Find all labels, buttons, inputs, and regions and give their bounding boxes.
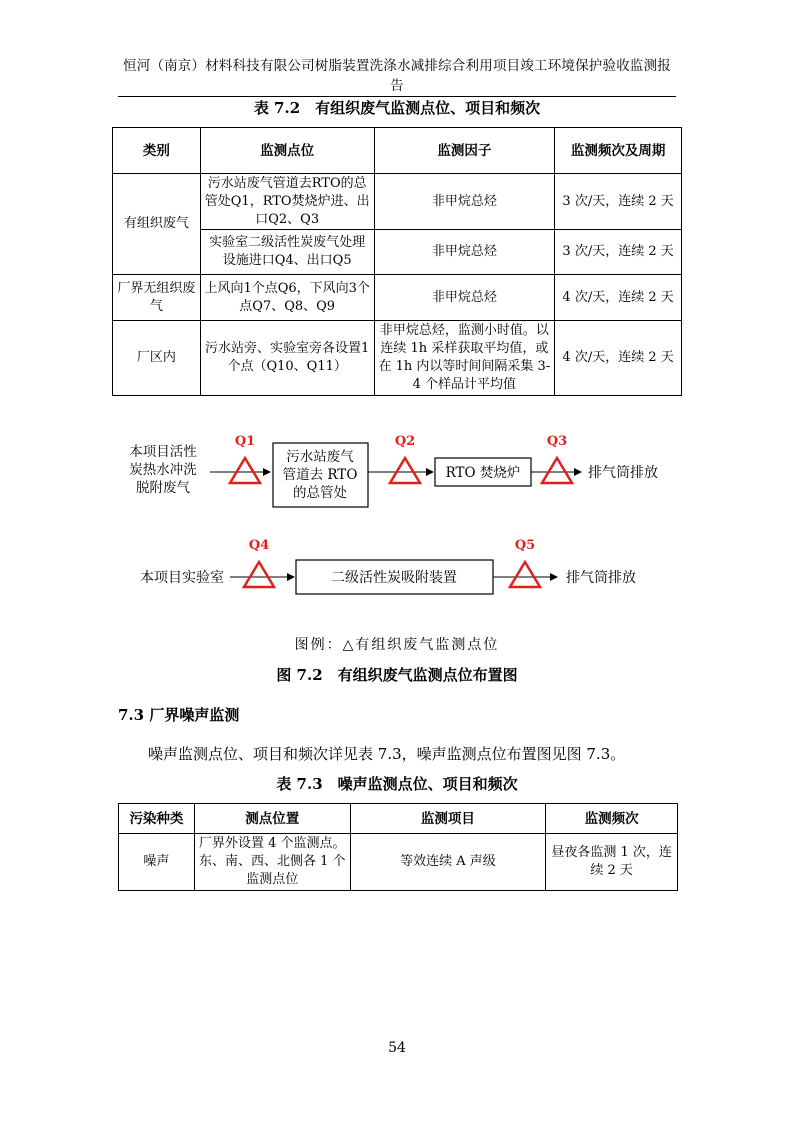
cell-point: 污水站旁、实验室旁各设置1个点（Q10、Q11） bbox=[200, 321, 374, 396]
flow1-end-label: 排气筒排放 bbox=[588, 465, 658, 481]
point-label-q3: Q3 bbox=[546, 434, 568, 449]
monitoring-point-triangle-icon bbox=[542, 458, 572, 483]
point-label-q5: Q5 bbox=[514, 538, 536, 553]
table-7-3-caption: 表 7.3 噪声监测点位、项目和频次 bbox=[276, 775, 518, 793]
cell-factor: 非甲烷总烃 bbox=[374, 275, 555, 321]
monitoring-point-triangle-icon bbox=[510, 562, 540, 587]
cell-frequency: 4 次/天，连续 2 天 bbox=[555, 275, 682, 321]
table-7-2-caption: 表 7.2 有组织废气监测点位、项目和频次 bbox=[253, 99, 541, 117]
cell-frequency: 昼夜各监测 1 次，连续 2 天 bbox=[546, 834, 678, 891]
cell-category: 厂区内 bbox=[113, 321, 201, 396]
cell-category: 厂界无组织废气 bbox=[113, 275, 201, 321]
cell-frequency: 3 次/天，连续 2 天 bbox=[555, 230, 682, 275]
flow2-end-label: 排气筒排放 bbox=[566, 570, 636, 586]
box1-line: 污水站废气 bbox=[286, 449, 354, 465]
col-header-factor: 监测因子 bbox=[374, 128, 555, 174]
cell-category: 有组织废气 bbox=[113, 174, 201, 275]
flow1-source-line: 炭热水冲洗 bbox=[129, 462, 197, 478]
cell-point: 上风向1个点Q6，下风向3个点Q7、Q8、Q9 bbox=[200, 275, 374, 321]
col-header-frequency: 监测频次及周期 bbox=[555, 128, 682, 174]
cell-factor: 非甲烷总烃，监测小时值。以连续 1h 采样获取平均值，或在 1h 内以等时间间隔采集 3-4 个样品计平均值 bbox=[374, 321, 555, 396]
cell-frequency: 4 次/天，连续 2 天 bbox=[555, 321, 682, 396]
col-header-point: 监测点位 bbox=[200, 128, 374, 174]
table-7-3 bbox=[118, 803, 678, 891]
flow2-box-label: 二级活性炭吸附装置 bbox=[331, 570, 457, 586]
cell-point: 污水站废气管道去RTO的总管处Q1，RTO焚烧炉进、出口Q2、Q3 bbox=[200, 174, 374, 230]
table-7-2 bbox=[112, 127, 682, 396]
figure-7-2-caption: 图 7.2 有组织废气监测点位布置图 bbox=[276, 666, 518, 684]
section-7-3-title: 7.3 厂界噪声监测 bbox=[118, 706, 240, 724]
cell-item: 等效连续 A 声级 bbox=[350, 834, 546, 891]
arrow-icon bbox=[426, 468, 434, 476]
point-label-q4: Q4 bbox=[248, 538, 270, 553]
col-header-position: 测点位置 bbox=[194, 804, 350, 834]
box2-label: RTO 焚烧炉 bbox=[445, 465, 521, 481]
diagram-legend: 图例：△有组织废气监测点位 bbox=[294, 637, 500, 653]
cell-factor: 非甲烷总烃 bbox=[374, 174, 555, 230]
monitoring-point-triangle-icon bbox=[244, 562, 274, 587]
flow1-source-line: 本项目活性 bbox=[129, 444, 197, 460]
section-7-3-paragraph: 噪声监测点位、项目和频次详见表 7.3，噪声监测点位布置图见图 7.3。 bbox=[148, 745, 626, 763]
cell-pollution-type: 噪声 bbox=[119, 834, 195, 891]
arrow-icon bbox=[263, 468, 271, 476]
arrow-icon bbox=[550, 573, 558, 581]
arrow-icon bbox=[287, 573, 295, 581]
point-label-q2: Q2 bbox=[394, 434, 416, 449]
cell-frequency: 3 次/天，连续 2 天 bbox=[555, 174, 682, 230]
monitoring-point-triangle-icon bbox=[230, 458, 260, 483]
monitoring-point-diagram bbox=[0, 425, 794, 625]
page-number: 54 bbox=[388, 1040, 406, 1056]
cell-point: 实验室二级活性炭废气处理设施进口Q4、出口Q5 bbox=[200, 230, 374, 275]
cell-position: 厂界外设置 4 个监测点。东、南、西、北侧各 1 个监测点位 bbox=[194, 834, 350, 891]
monitoring-point-triangle-icon bbox=[390, 458, 420, 483]
arrow-icon bbox=[574, 468, 582, 476]
cell-factor: 非甲烷总烃 bbox=[374, 230, 555, 275]
col-header-frequency: 监测频次 bbox=[546, 804, 678, 834]
col-header-pollution-type: 污染种类 bbox=[119, 804, 195, 834]
page-header: 恒河（南京）材料科技有限公司树脂装置洗涤水减排综合利用项目竣工环境保护验收监测报告 bbox=[118, 54, 676, 97]
flow2-source-label: 本项目实验室 bbox=[140, 570, 224, 586]
col-header-item: 监测项目 bbox=[350, 804, 546, 834]
box1-line: 管道去 RTO bbox=[282, 467, 358, 483]
point-label-q1: Q1 bbox=[234, 434, 256, 449]
box1-line: 的总管处 bbox=[293, 485, 347, 501]
col-header-category: 类别 bbox=[113, 128, 201, 174]
flow1-source-line: 脱附废气 bbox=[136, 480, 190, 496]
